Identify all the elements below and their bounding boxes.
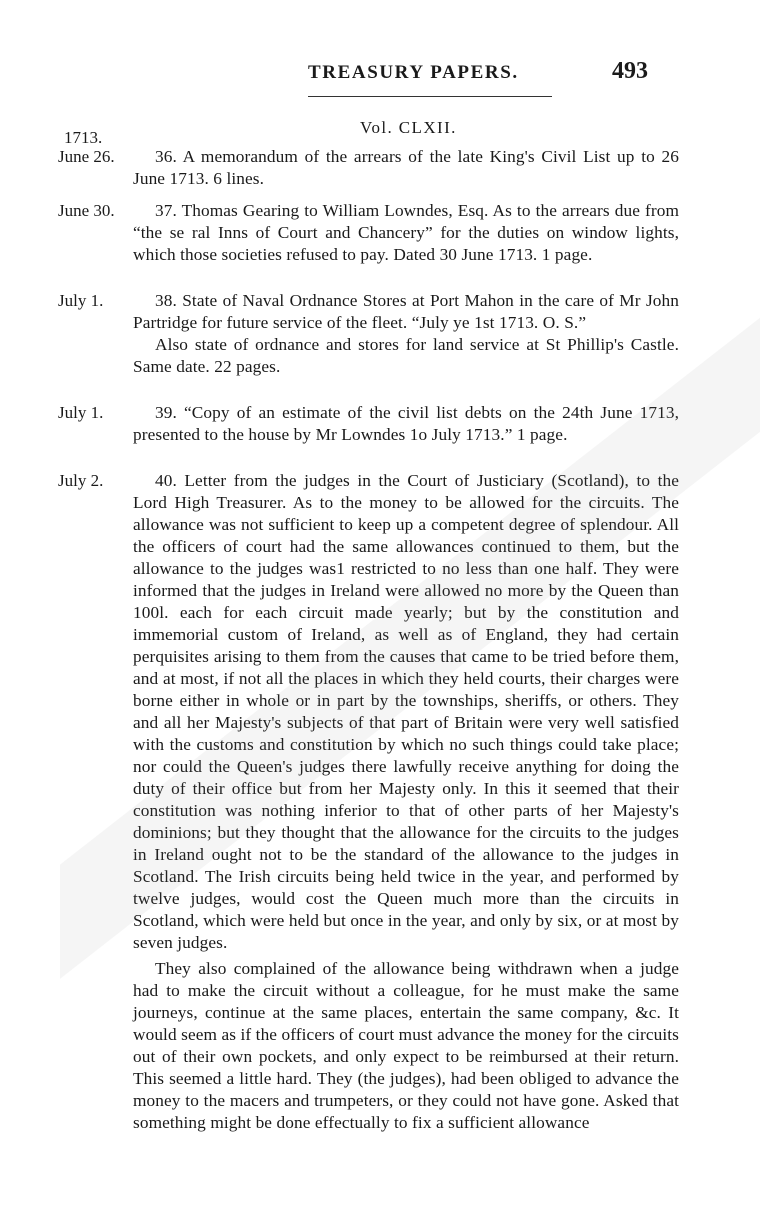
entry-date: July 1. xyxy=(58,403,104,422)
volume-heading: Vol. CLXII. xyxy=(360,118,457,137)
entry-text xyxy=(133,402,679,446)
year-label: 1713. xyxy=(64,128,103,147)
running-header xyxy=(0,58,770,88)
entry-paragraph: 40. Letter from the judges in the Court of Justiciary (Scotland), to the Lord High Treasurer. As to the money to be allowed for the circuits. The allowance was not sufficient to keep up a competent degree of splendour. All the officers of court had the same allowances continued to them, but the allowance to the judges was1 restricted to no less than one half. They were informed that the judges in Ireland were allowed no more by the Queen than 100l. each for each circuit made yearly; but by the constitution and immemorial custom of Ireland, as well as of England, they had certain perquisites arising to them from the causes that came to be tried before them, and at most, if not all the places in which they held courts, their charges were borne either in whole or in part by the townships, sheriffs, or others. They and all her Majesty's subjects of that part of Britain were very well satisfied with the customs and constitution by which no such things could take place; nor could the Queen's judges there lawfully receive anything for doing the duty of their office but from her Majesty only. In this it seemed that their constitution was nothing inferior to that of other parts of her Majesty's dominions; but they thought that the allowance for the circuits to the judges in Ireland ought not to be the standard of the allowance to the judges in Scotland. The Irish circuits being held twice in the year, and performed by twelve judges, would cost the Queen much more than the circuits in Scotland, which were held but once in the year, and only by six, or at most by seven judges. xyxy=(133,471,679,952)
entry-paragraph: 39. “Copy of an estimate of the civil list debts on the 24th June 1713, presented to the house by Mr Lowndes 1o July 1713.” 1 page. xyxy=(133,403,679,444)
entry-text xyxy=(133,470,679,1134)
entry-date: June 26. xyxy=(58,147,115,166)
entry-paragraph: 36. A memorandum of the arrears of the late King's Civil List up to 26 June 1713. 6 lines. xyxy=(133,147,679,188)
entry-date: July 2. xyxy=(58,471,104,490)
header-rule xyxy=(308,96,552,97)
entry-date: July 1. xyxy=(58,291,104,310)
entry-paragraph: 38. State of Naval Ordnance Stores at Port Mahon in the care of Mr John Partridge for future service of the fleet. “July ye 1st 1713. O. S.” xyxy=(133,291,679,332)
entry-paragraph: Also state of ordnance and stores for land service at St Phillip's Castle. Same date. 22 pages. xyxy=(133,335,679,376)
entry-paragraph: They also complained of the allowance being withdrawn when a judge had to make the circuit without a colleague, for he must make the same journeys, continue at the same places, entertain the same company, &c. It would seem as if the officers of court must advance the money for the circuits out of their own pockets, and only expect to be reimbursed at their return. This seemed a little hard. They (the judges), had been obliged to advance the money to the macers and trumpeters, or they could not have gone. Asked that something might be done effectually to fix a sufficient allowance xyxy=(133,959,679,1132)
entry-paragraph: 37. Thomas Gearing to William Lowndes, Esq. As to the arrears due from “the se ral Inns of Court and Chancery” for the duties on window lights, which those societies refused to pay. Dated 30 June 1713. 1 page. xyxy=(133,201,679,264)
entry-date: June 30. xyxy=(58,201,115,220)
running-title: TREASURY PAPERS. xyxy=(308,62,519,83)
entry-text xyxy=(133,146,679,190)
entry-text xyxy=(133,290,679,378)
page-number: 493 xyxy=(612,58,648,84)
entry-text xyxy=(133,200,679,266)
